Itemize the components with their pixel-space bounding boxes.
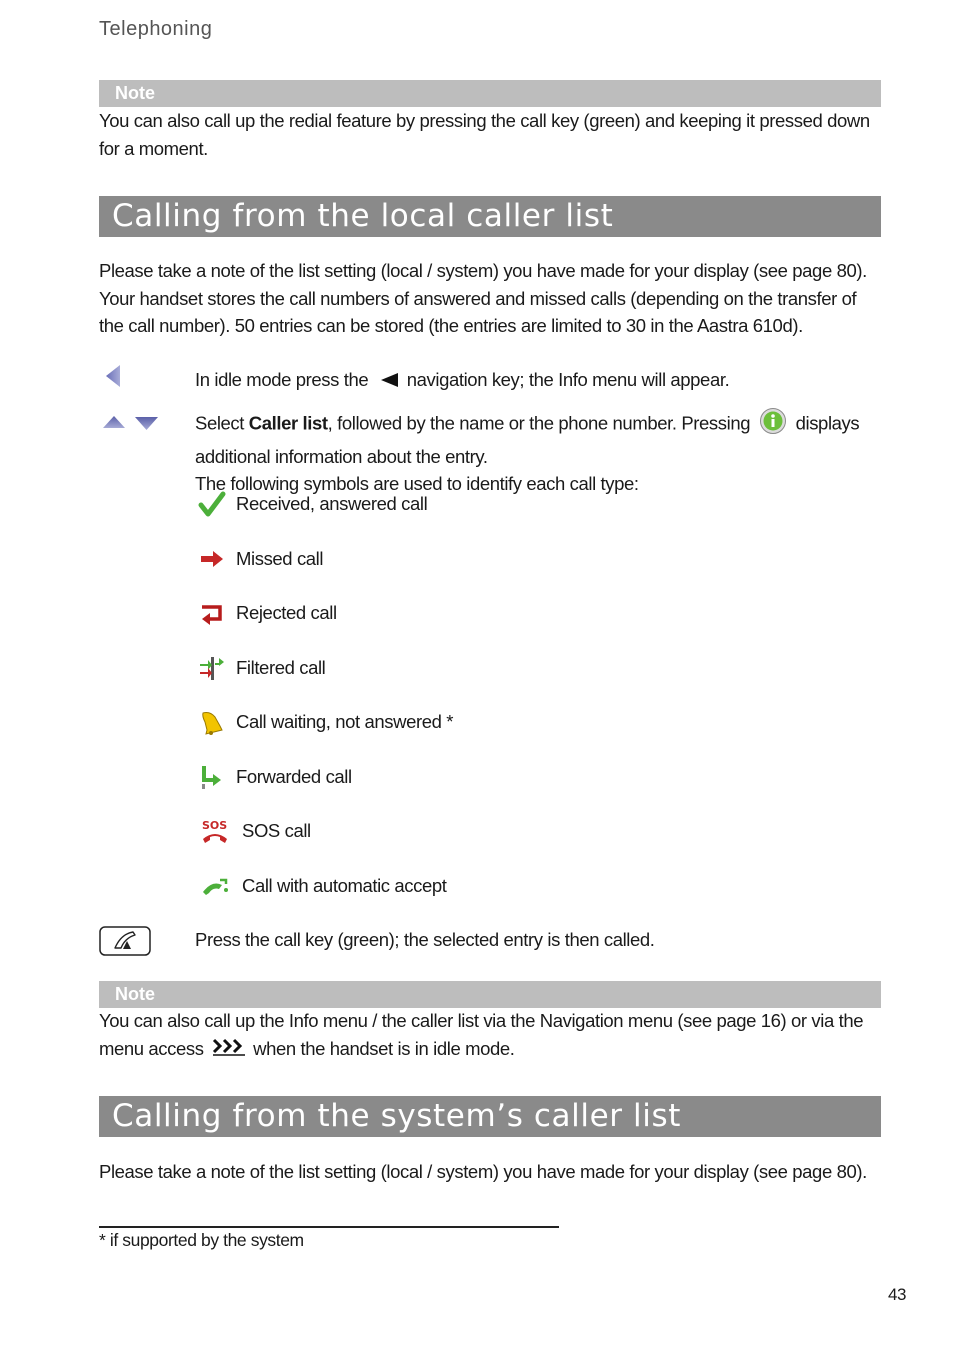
nav-left-key-icon — [104, 363, 124, 389]
note-line: You can also call up the Info menu / the caller list via the Navigation menu (see page 16) or via the — [99, 1010, 864, 1031]
page-number: 43 — [888, 1285, 907, 1304]
note-line: for a moment. — [99, 137, 208, 159]
note-header — [99, 80, 881, 107]
bell-icon — [198, 708, 228, 736]
left-arrow-icon — [381, 367, 399, 395]
paragraph-line: Your handset stores the call numbers of answered and missed calls (depending on the transfer of — [99, 287, 857, 309]
symbol-label: Forwarded call — [236, 766, 352, 787]
note-header — [99, 981, 881, 1008]
symbol-row-waiting — [198, 707, 453, 737]
call-key-icon — [99, 926, 151, 956]
menu-access-icon — [212, 1036, 246, 1064]
arrow-down-icon — [135, 417, 158, 430]
symbol-label: Call with automatic accept — [242, 875, 447, 896]
nav-up-down-keys — [102, 414, 160, 432]
note-text — [99, 107, 889, 162]
note-text-fragment: menu access — [99, 1037, 204, 1059]
arrow-up-icon — [103, 416, 125, 428]
check-icon — [198, 490, 228, 518]
return-arrow-icon — [198, 599, 228, 627]
sos-icon — [198, 817, 234, 845]
note-label: Note — [115, 83, 155, 103]
step-idle-nav — [195, 366, 875, 395]
paragraph-line: Please take a note of the list setting (local / system) you have made for your display (see page 80). — [99, 260, 867, 281]
step-text: Select — [195, 412, 249, 434]
symbol-row-auto-accept — [198, 871, 447, 901]
symbol-row-missed — [198, 544, 323, 574]
step-press-call-key: Press the call key (green); the selected entry is then called. — [195, 929, 655, 950]
forward-arrow-icon — [198, 763, 228, 791]
step-text: In idle mode press the — [195, 369, 369, 390]
section2-paragraph: Please take a note of the list setting (local / system) you have made for your display (see page 80). — [99, 1161, 867, 1182]
symbol-label: Filtered call — [236, 657, 326, 678]
note-text — [99, 1007, 899, 1063]
symbol-row-sos — [198, 816, 311, 846]
step-text: , followed by the name or the phone number. Pressing — [327, 412, 751, 434]
section-title: Calling from the local caller list — [112, 198, 614, 234]
symbol-row-rejected — [198, 598, 337, 628]
section-title: Calling from the system’s caller list — [112, 1098, 681, 1134]
note-line — [99, 1035, 899, 1064]
running-head: Telephoning — [99, 18, 213, 40]
symbol-row-answered — [198, 489, 427, 519]
symbol-label: Rejected call — [236, 602, 337, 623]
step-select-caller-list — [195, 407, 885, 498]
symbol-row-forwarded — [198, 762, 352, 792]
info-key-icon — [759, 407, 787, 443]
symbol-row-filtered — [198, 653, 325, 683]
symbol-label: Received, answered call — [236, 493, 428, 514]
menu-item-caller-list: Caller list — [248, 412, 328, 434]
section-heading — [99, 1096, 881, 1137]
auto-accept-icon — [198, 872, 234, 900]
symbol-label: Call waiting, not answered * — [236, 711, 454, 732]
step-text: The following symbols are used to identify each call type: — [195, 473, 639, 494]
step-text: navigation key; the Info menu will appear. — [406, 369, 730, 390]
filter-arrows-icon — [198, 654, 228, 682]
step-text: displays — [795, 412, 860, 434]
note-text-fragment: when the handset is in idle mode. — [253, 1037, 515, 1059]
arrow-right-icon — [198, 545, 228, 573]
svg-text:SOS: SOS — [202, 819, 228, 832]
paragraph-line: the call number). 50 entries can be stored (the entries are limited to 30 in the Aastra 610d). — [99, 315, 803, 336]
intro-paragraph — [99, 257, 899, 340]
section-heading — [99, 196, 881, 237]
note-label: Note — [115, 984, 155, 1004]
symbol-label: SOS call — [242, 820, 311, 841]
note-line: You can also call up the redial feature by pressing the call key (green) and keeping it pressed down — [99, 110, 870, 131]
footnote: * if supported by the system — [99, 1230, 304, 1250]
step-text: additional information about the entry. — [195, 445, 488, 467]
symbol-label: Missed call — [236, 548, 324, 569]
